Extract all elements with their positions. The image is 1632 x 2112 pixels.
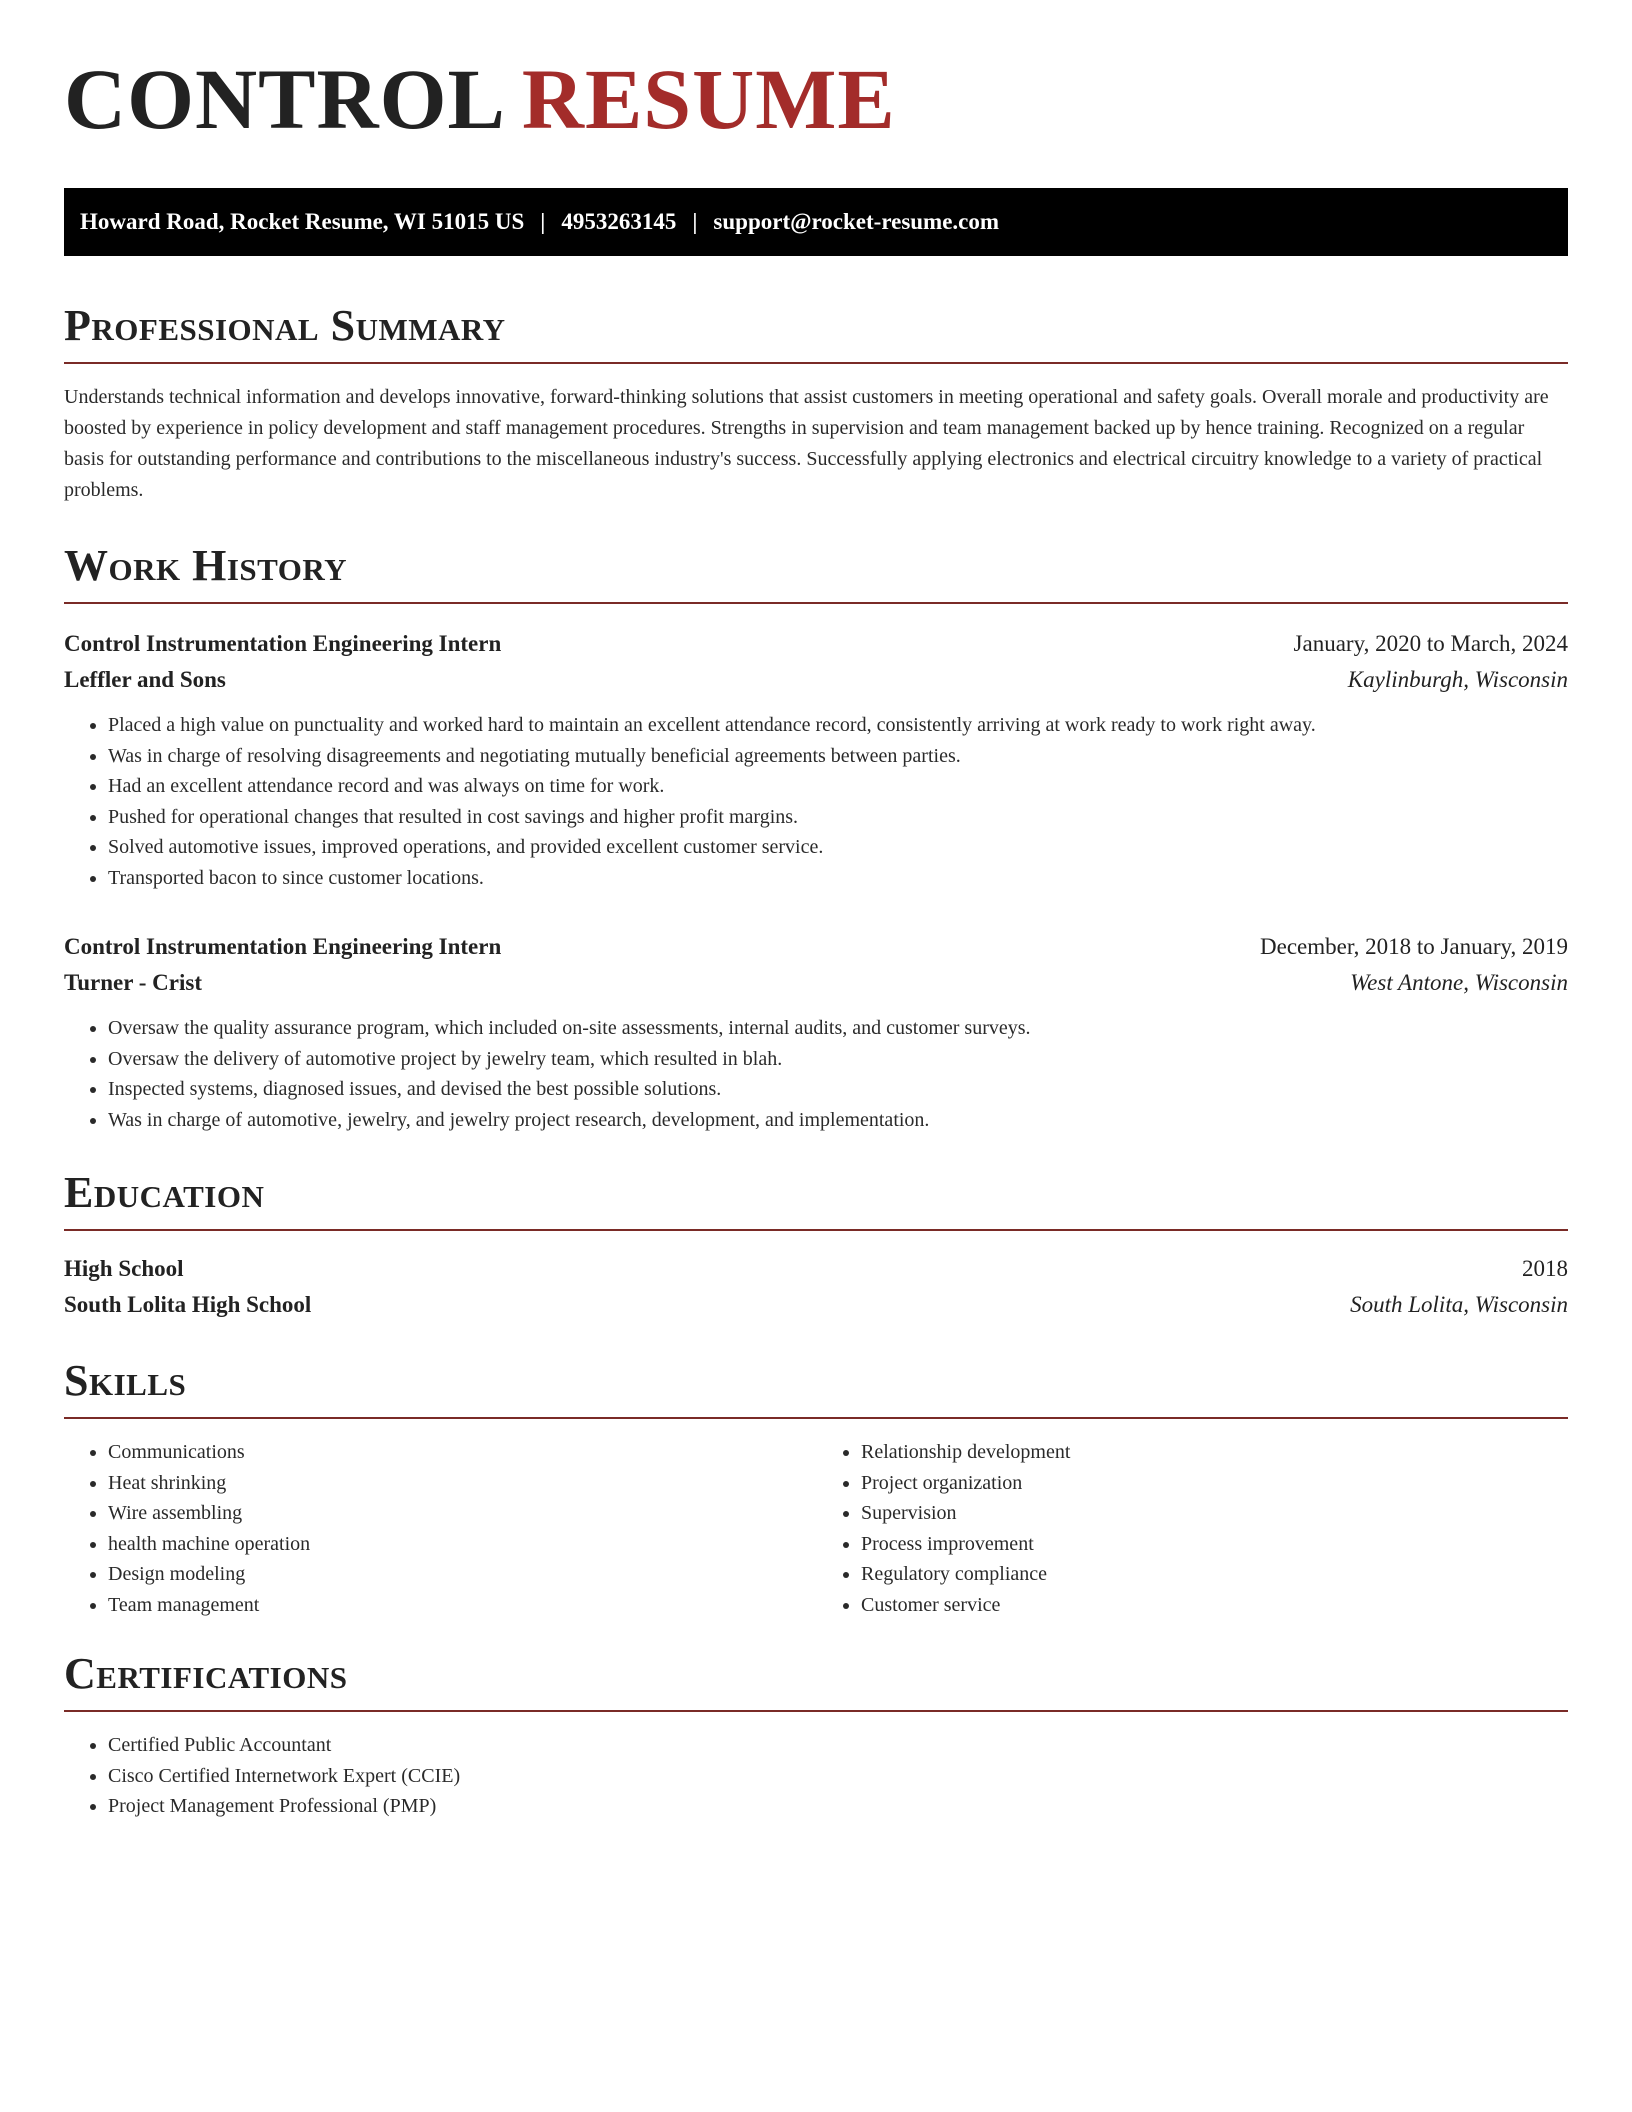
list-item: • Was in charge of resolving disagreements and negotiating mutually beneficial agreements between parties. xyxy=(108,741,1568,772)
job-location: Kaylinburgh, Wisconsin xyxy=(1347,667,1568,692)
job-title: Control Instrumentation Engineering Intern xyxy=(64,934,502,959)
list-item: • Placed a high value on punctuality and worked hard to maintain an excellent attendance record, consistently arriving at work ready to work right away. xyxy=(108,710,1568,741)
section-divider xyxy=(64,1417,1568,1419)
skill-item: • Heat shrinking xyxy=(108,1468,816,1499)
certification-item: • Project Management Professional (PMP) xyxy=(108,1791,1568,1822)
job-company: Leffler and Sons xyxy=(64,667,226,692)
skills-list-left xyxy=(64,1437,816,1620)
work-history-section xyxy=(64,541,1568,1135)
section-title-skills: Skills xyxy=(64,1356,187,1405)
skill-item: • Team management xyxy=(108,1590,816,1621)
skills-section xyxy=(64,1356,1568,1620)
contact-phone: 4953263145 xyxy=(561,209,677,234)
education-header-row xyxy=(64,1251,1568,1287)
skills-columns xyxy=(64,1437,1568,1620)
section-title-summary: Professional Summary xyxy=(64,301,506,350)
skill-item: • Process improvement xyxy=(861,1529,1568,1560)
education-entry xyxy=(64,1251,1568,1323)
education-location: South Lolita, Wisconsin xyxy=(1350,1292,1568,1317)
section-title-work-history: Work History xyxy=(64,541,348,590)
education-year: 2018 xyxy=(1522,1256,1568,1281)
list-item: • Oversaw the quality assurance program, which included on-site assessments, internal audits, and customer surveys. xyxy=(108,1013,1568,1044)
skill-item: • Customer service xyxy=(861,1590,1568,1621)
contact-email: support@rocket-resume.com xyxy=(713,209,1000,234)
job-title: Control Instrumentation Engineering Intern xyxy=(64,631,502,656)
job-header-row xyxy=(64,626,1568,662)
job-company-row xyxy=(64,965,1568,1001)
skill-item: • Regulatory compliance xyxy=(861,1559,1568,1590)
job-header-row xyxy=(64,929,1568,965)
section-title-education: Education xyxy=(64,1168,265,1217)
certifications-section xyxy=(64,1649,1568,1822)
section-divider xyxy=(64,362,1568,364)
job-company-row xyxy=(64,662,1568,698)
certifications-list xyxy=(64,1730,1568,1822)
list-item: • Solved automotive issues, improved operations, and provided excellent customer service. xyxy=(108,832,1568,863)
skills-list-right xyxy=(816,1437,1568,1620)
section-divider xyxy=(64,1229,1568,1231)
job-entry xyxy=(64,626,1568,893)
list-item: • Oversaw the delivery of automotive project by jewelry team, which resulted in blah. xyxy=(108,1044,1568,1075)
job-company: Turner - Crist xyxy=(64,970,202,995)
list-item: • Transported bacon to since customer locations. xyxy=(108,863,1568,894)
certification-item: • Certified Public Accountant xyxy=(108,1730,1568,1761)
skill-item: • Design modeling xyxy=(108,1559,816,1590)
skill-item: • Supervision xyxy=(861,1498,1568,1529)
education-section xyxy=(64,1168,1568,1323)
summary-text: Understands technical information and develops innovative, forward-thinking solutions that assist customers in meeting operational and safety goals. Overall morale and productivity are boosted by experience in policy development and staff management procedures. Strengths in supervision and team management backed up by hence training. Recognized on a regular basis for outstanding performance and contributions to the miscellaneous industry's success. Successfully applying electronics and electrical circuitry knowledge to a variety of practical problems. xyxy=(64,386,1549,501)
skill-item: • health machine operation xyxy=(108,1529,816,1560)
section-divider xyxy=(64,1710,1568,1712)
contact-separator: | xyxy=(540,209,546,234)
contact-bar xyxy=(64,188,1568,256)
contact-address: Howard Road, Rocket Resume, WI 51015 US xyxy=(80,209,525,234)
list-item: • Pushed for operational changes that resulted in cost savings and higher profit margins. xyxy=(108,802,1568,833)
contact-separator: | xyxy=(692,209,698,234)
education-school: South Lolita High School xyxy=(64,1292,312,1317)
summary-section xyxy=(64,301,1568,506)
skill-item: • Communications xyxy=(108,1437,816,1468)
job-location: West Antone, Wisconsin xyxy=(1350,970,1568,995)
last-name: RESUME xyxy=(521,51,896,147)
education-degree: High School xyxy=(64,1256,184,1281)
job-entry xyxy=(64,929,1568,1135)
job-dates: January, 2020 to March, 2024 xyxy=(1293,631,1568,656)
section-divider xyxy=(64,602,1568,604)
list-item: • Inspected systems, diagnosed issues, and devised the best possible solutions. xyxy=(108,1074,1568,1105)
skill-item: • Relationship development xyxy=(861,1437,1568,1468)
skill-item: • Wire assembling xyxy=(108,1498,816,1529)
job-bullets xyxy=(64,710,1568,893)
list-item: • Had an excellent attendance record and was always on time for work. xyxy=(108,771,1568,802)
job-bullets xyxy=(64,1013,1568,1135)
candidate-name xyxy=(64,51,1568,152)
job-dates: December, 2018 to January, 2019 xyxy=(1260,934,1568,959)
list-item: • Was in charge of automotive, jewelry, and jewelry project research, development, and implementation. xyxy=(108,1105,1568,1136)
certification-item: • Cisco Certified Internetwork Expert (CCIE) xyxy=(108,1761,1568,1792)
first-name: CONTROL xyxy=(64,51,506,147)
skill-item: • Project organization xyxy=(861,1468,1568,1499)
education-school-row xyxy=(64,1287,1568,1323)
section-title-certifications: Certifications xyxy=(64,1649,348,1698)
